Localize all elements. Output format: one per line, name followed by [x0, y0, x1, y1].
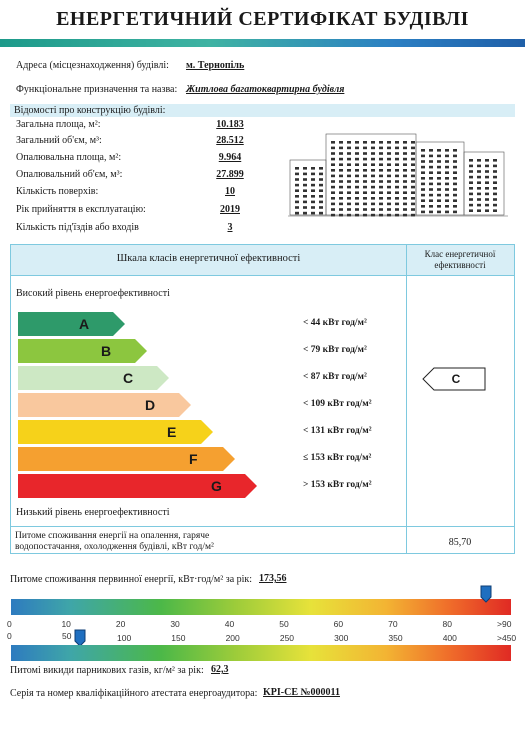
class-header: Клас енергетичної ефективності	[424, 249, 496, 270]
class-letter: D	[145, 397, 156, 413]
scale-tick: 20	[115, 619, 126, 629]
class-threshold: < 79 кВт год/м²	[303, 345, 367, 355]
class-threshold: < 87 кВт год/м²	[303, 372, 367, 382]
scale-tick: 60	[333, 619, 344, 629]
scale-tick: 30	[170, 619, 180, 629]
consumption-label: Питоме споживання енергії на опалення, гаряче водопостачання, охолодження будівлі, кВт год/м²	[15, 531, 214, 552]
param-label: Кількість під'їздів або входів	[16, 222, 139, 233]
scale-tick: 0	[7, 631, 12, 641]
scale-header: Шкала класів енергетичної ефективності	[116, 253, 301, 264]
class-bar-f	[18, 447, 237, 471]
param-label: Опалювальна площа, м²:	[16, 152, 122, 163]
param-value: 10.183	[216, 119, 244, 130]
auditor-value: KPI-CE №000011	[263, 687, 340, 698]
class-bar-e	[18, 420, 215, 444]
header-color-bar	[0, 39, 525, 47]
scale-tick: >90	[497, 619, 512, 629]
class-bar-c	[18, 366, 171, 390]
scale-tick: 70	[388, 619, 398, 629]
emissions-label: Питомі викиди парникових газів, кг/м² за рік:	[10, 665, 204, 676]
class-letter: E	[167, 424, 177, 440]
scale-tick: >450	[497, 633, 517, 643]
scale-tick: 0	[7, 619, 12, 629]
class-letter: C	[123, 370, 134, 386]
class-threshold: < 44 кВт год/м²	[303, 318, 367, 328]
class-threshold: > 153 кВт год/м²	[303, 480, 372, 490]
param-label: Загальний об'єм, м³:	[16, 135, 102, 146]
primary-energy-value: 173,56	[259, 573, 287, 584]
param-value: 3	[227, 222, 233, 233]
scale-tick: 50	[62, 631, 72, 641]
scale-tick: 400	[442, 633, 457, 643]
scale-tick: 200	[225, 633, 240, 643]
purpose-value: Житлова багатоквартирна будівля	[186, 84, 345, 95]
param-value: 10	[225, 186, 235, 197]
scale-tick: 250	[279, 633, 295, 643]
class-letter: A	[79, 316, 90, 332]
param-value: 9.964	[218, 152, 242, 163]
emissions-scale	[11, 645, 511, 661]
class-threshold: < 131 кВт год/м²	[303, 426, 372, 436]
class-bar-a	[18, 312, 127, 336]
class-letter: G	[211, 478, 222, 494]
auditor-label: Серія та номер кваліфікаційного атестата енергоаудитора:	[10, 688, 258, 699]
param-label: Рік прийняття в експлуатацію:	[16, 204, 146, 215]
certificate-title: ЕНЕРГЕТИЧНИЙ СЕРТИФІКАТ БУДІВЛІ	[56, 8, 469, 30]
scale-tick: 300	[334, 633, 349, 643]
address-label: Адреса (місцезнаходження) будівлі:	[16, 60, 169, 71]
primary-energy-label: Питоме споживання первинної енергії, кВт·год/м² за рік:	[10, 574, 253, 585]
param-label: Опалювальний об'єм, м³:	[16, 169, 123, 180]
purpose-label: Функціональне призначення та назва:	[16, 84, 178, 95]
class-threshold: < 109 кВт год/м²	[303, 399, 372, 409]
building-elevation-drawing	[288, 130, 508, 222]
param-label: Кількість поверхів:	[16, 186, 99, 197]
scale-tick: 50	[279, 619, 289, 629]
scale-tick: 350	[388, 633, 403, 643]
class-bar-g	[18, 474, 259, 498]
class-letter: F	[189, 451, 198, 467]
class-bar-d	[18, 393, 193, 417]
param-value: 27.899	[216, 169, 244, 180]
consumption-value: 85,70	[448, 537, 472, 548]
class-threshold: ≤ 153 кВт год/м²	[303, 453, 372, 463]
class-bar-b	[18, 339, 149, 363]
scale-tick: 40	[224, 619, 235, 629]
param-label: Загальна площа, м²:	[16, 119, 101, 130]
primary-energy-pointer	[480, 585, 492, 603]
low-efficiency-label: Низький рівень енергоефективності	[16, 507, 170, 518]
class-letter: B	[101, 343, 112, 359]
scale-tick: 100	[117, 633, 132, 643]
high-efficiency-label: Високий рівень енергоефективності	[16, 288, 170, 299]
param-value: 2019	[220, 204, 240, 215]
param-value: 28.512	[216, 135, 244, 146]
scale-tick: 150	[171, 633, 186, 643]
scale-tick: 80	[442, 619, 453, 629]
construction-header: Відомості про конструкцію будівлі:	[14, 105, 166, 116]
scale-tick: 10	[61, 619, 71, 629]
primary-energy-scale	[11, 599, 511, 615]
current-class-value: C	[451, 372, 461, 386]
address-value: м. Тернопіль	[186, 60, 245, 71]
emissions-value: 62,3	[211, 664, 229, 675]
